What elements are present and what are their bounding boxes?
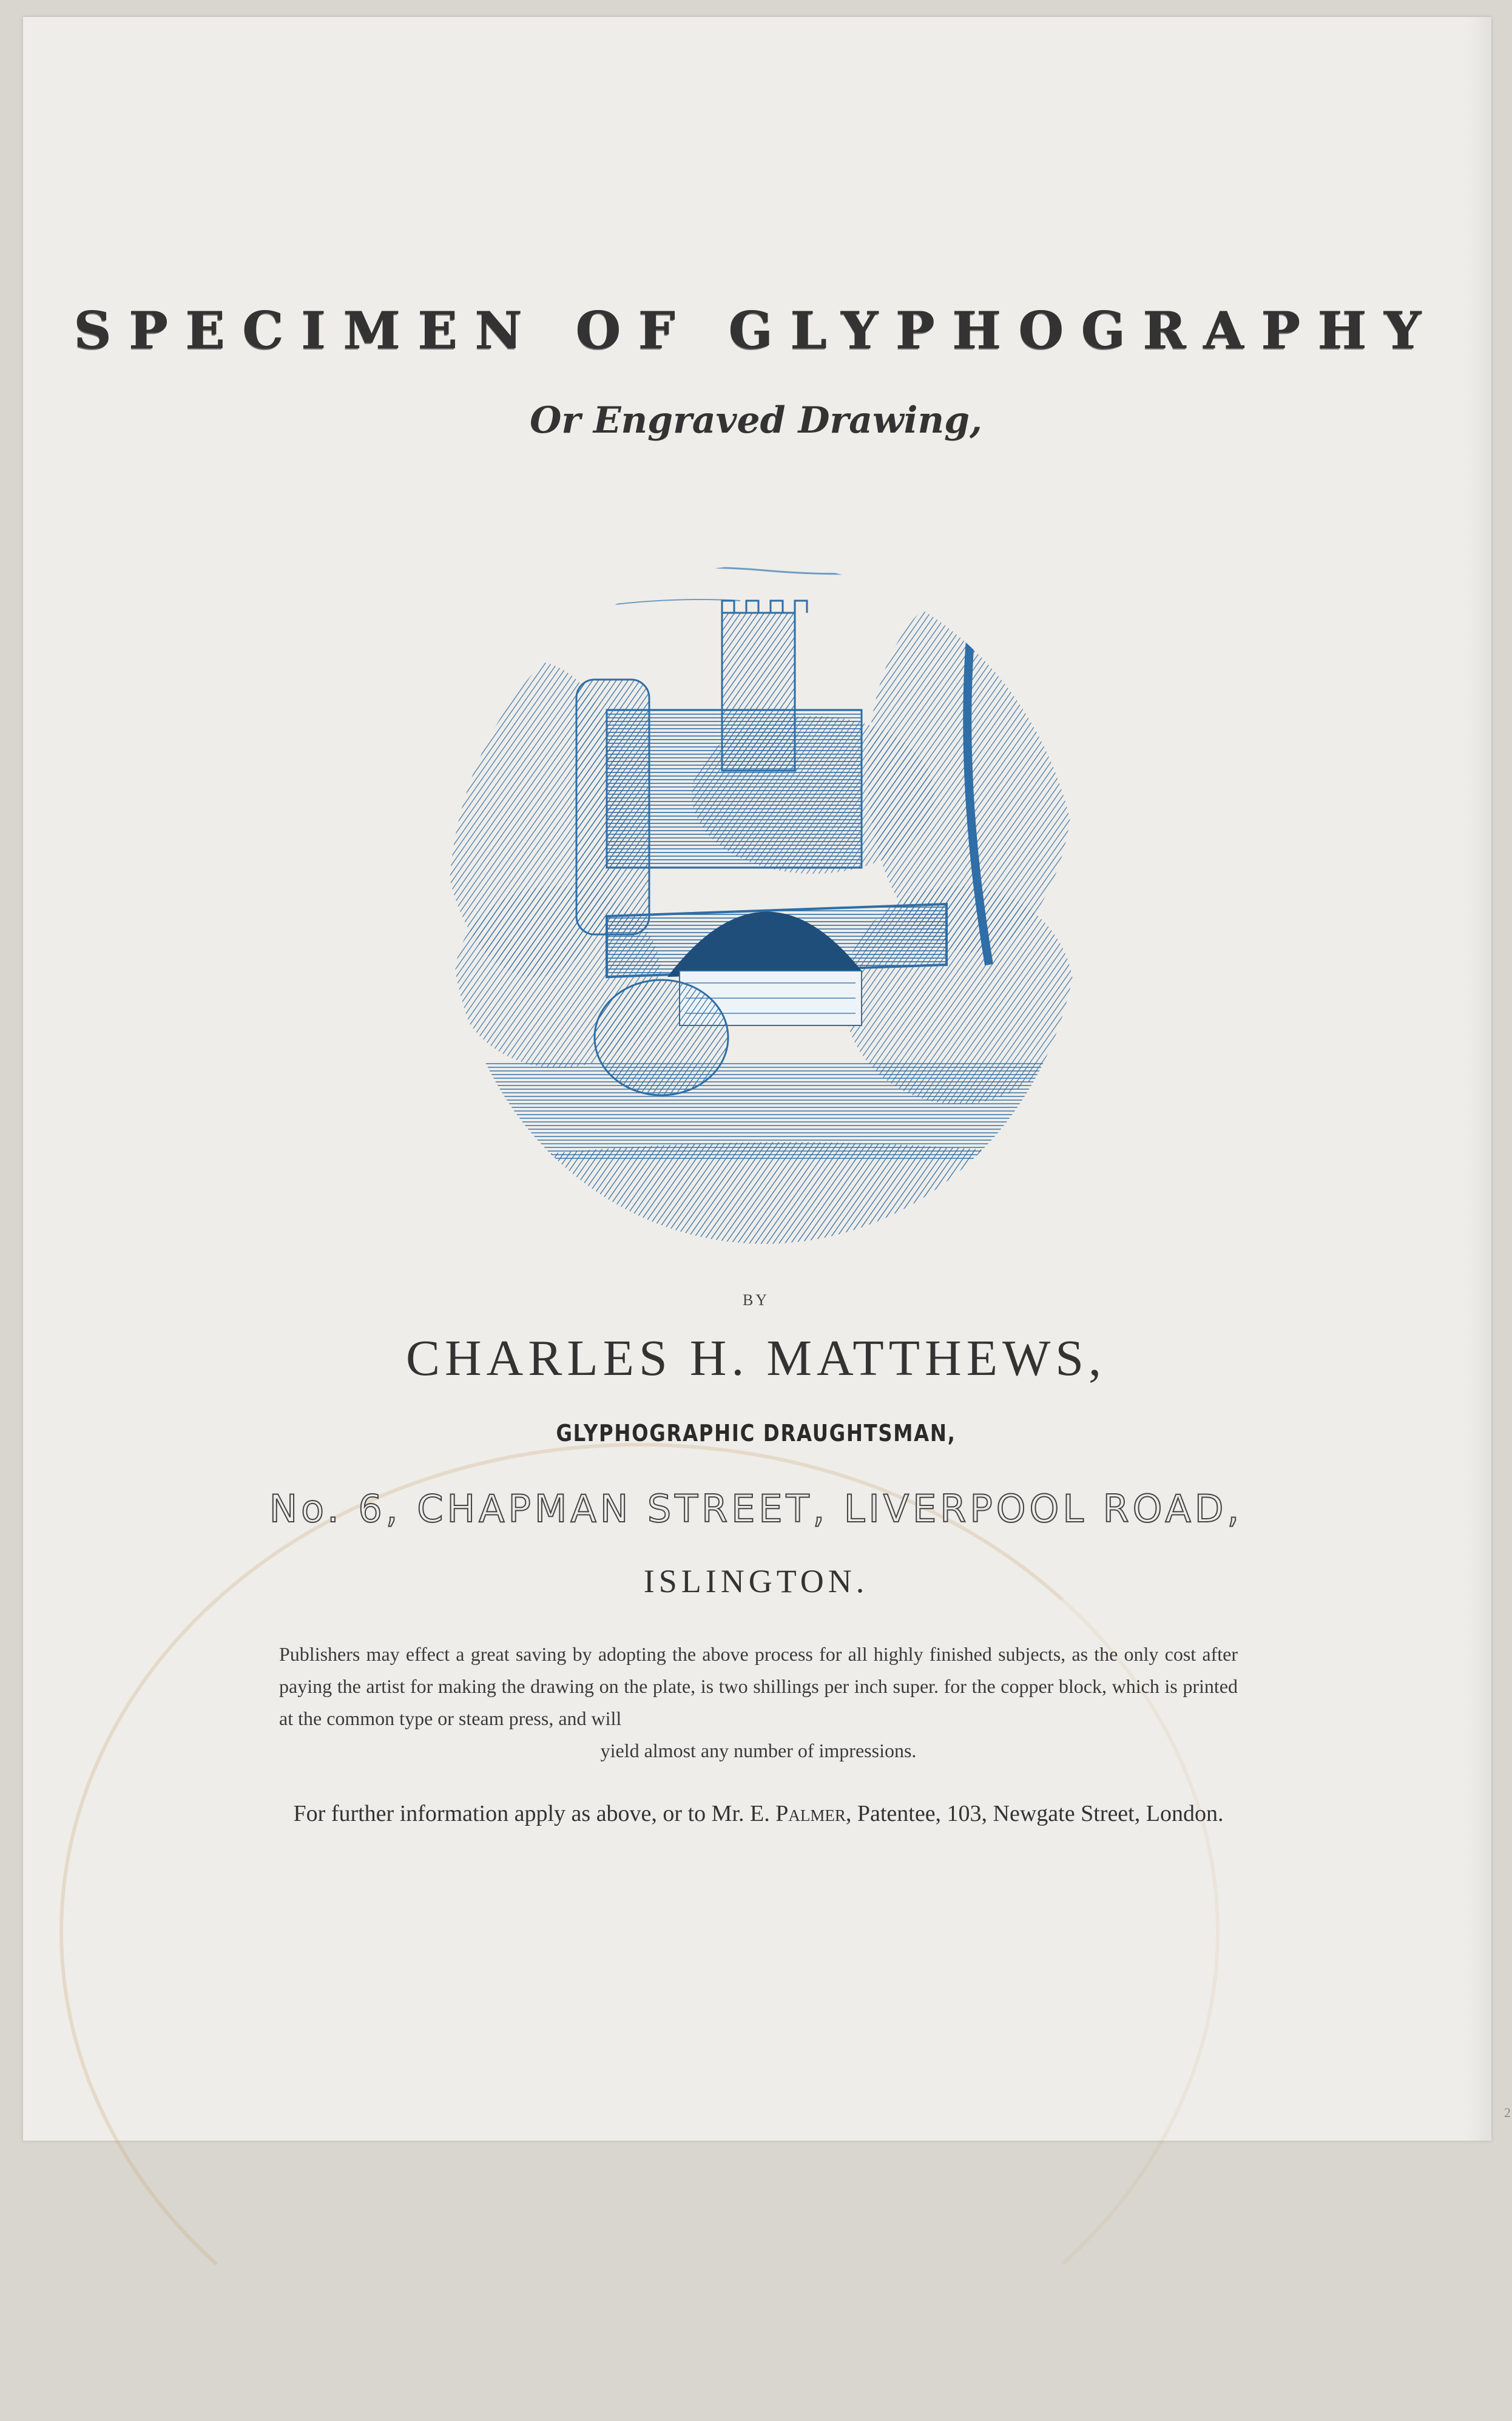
further-after: , Patentee, 103, Newgate Street, London. bbox=[845, 1801, 1224, 1826]
page-title: SPECIMEN OF GLYPHOGRAPHY bbox=[73, 300, 1439, 360]
page-subtitle: Or Engraved Drawing, bbox=[530, 399, 982, 442]
town-name: ISLINGTON. bbox=[643, 1563, 869, 1599]
by-label: BY bbox=[742, 1291, 770, 1309]
author-name: CHARLES H. MATTHEWS, bbox=[405, 1330, 1106, 1386]
paragraph-body: Publishers may effect a great saving by adopting the above process for all highly finished subjects, as the only cost after paying the artist for making the drawing on the plate, is two shillings per inch super. for the copper block, which is printed at the common type or steam press, and will bbox=[279, 1643, 1238, 1729]
further-information bbox=[279, 1796, 1238, 1831]
author-role: GLYPHOGRAPHIC DRAUGHTSMAN, bbox=[556, 1420, 956, 1447]
patentee-name: Palmer bbox=[775, 1801, 846, 1826]
street-address: No. 6, CHAPMAN STREET, LIVERPOOL ROAD, bbox=[269, 1487, 1243, 1531]
further-before: For further information apply as above, or to Mr. E. bbox=[293, 1801, 770, 1826]
description-paragraph bbox=[279, 1638, 1238, 1767]
castle-bridge-engraving-icon bbox=[425, 479, 1092, 1268]
paragraph-last-line: yield almost any number of impressions. bbox=[600, 1740, 917, 1761]
corner-mark: 2 bbox=[1504, 2105, 1511, 2120]
